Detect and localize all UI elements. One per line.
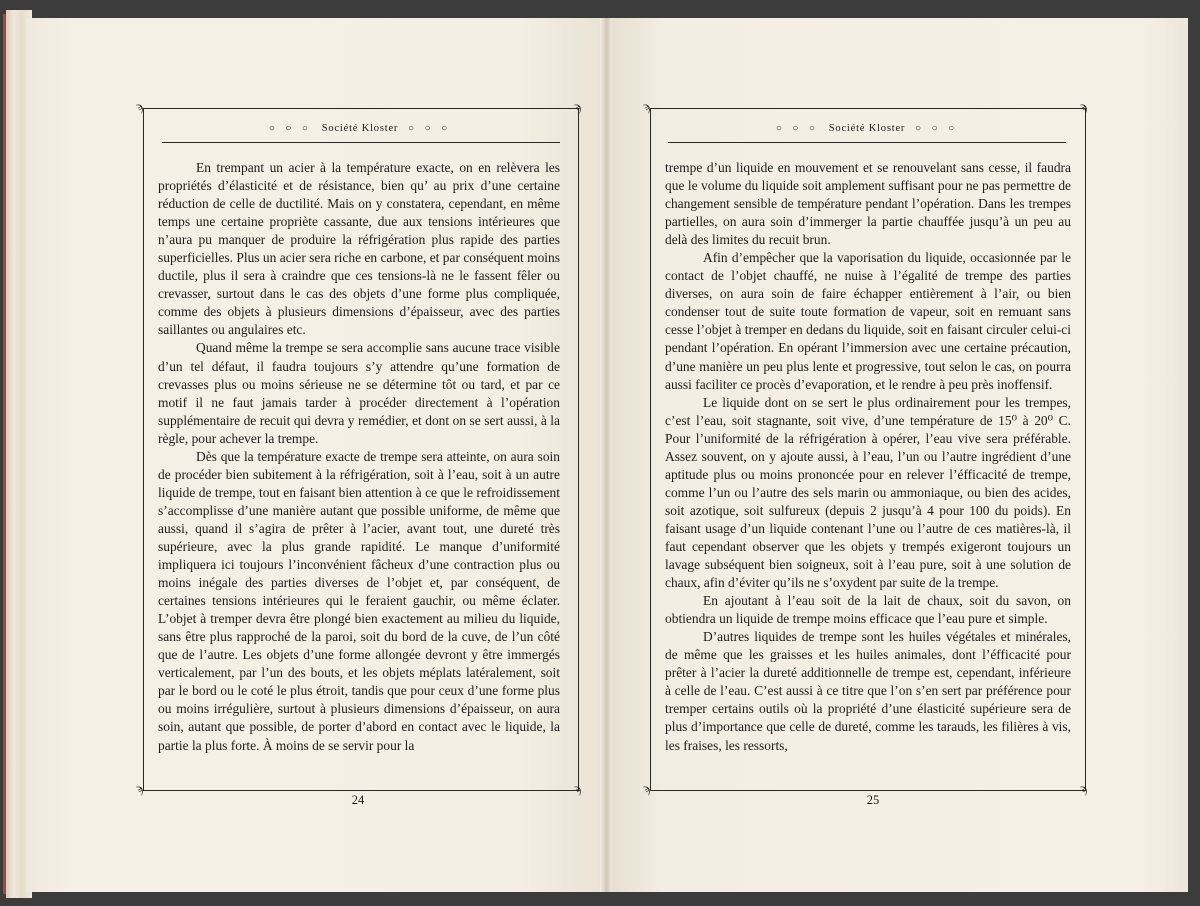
paragraph: Afin d’empêcher que la vaporisation du liquide, occasionnée par le contact de l’objet chauffé, ne nuise à l’égalité de trempe des parties diverses, on aura soin de faire échapper entièrement à l’air, ou bien condenser tout de suite toute formation de vapeur, soit en remuant sans cesse l’objet à tremper en dedans du liquide, soit en faisant circuler celui-ci pendant l’opération. En opérant l’immersion avec une certaine précaution, d’une manière un peu plus lente et progressive, tout selon le cas, on pourra aussi faciliter ce procès d’evaporation, et le rendre à peu près inoffensif. (665, 250, 1071, 392)
left-running-head (143, 123, 577, 134)
header-ornament: ○ ○ ○ (775, 123, 819, 134)
book-spine (600, 18, 612, 892)
paragraph: trempe d’un liquide en mouvement et se renouvelant sans cesse, il faudra que le volume du liquide soit amplement suffisant pour ne pas permettre de changement sensible de température pendant l’opération. Dans les trempes partielles, on aura soin d’immerger la partie chauffée jusqu’à un peu au delà des limites du recuit brun. (665, 160, 1071, 248)
paragraph: En trempant un acier à la température exacte, on en relèvera les propriétés d’élasticité et de résistance, bien qu’ au prix d’une certaine réduction de celle de ductilité. Mais on y constatera, cependant, en même temps une certaine propriète cassante, due aux tensions intérieures que n’aura pu manquer de produire la réfrigération plus rapide des parties superficielles. Plus un acier sera riche en carbone, et par conséquent moins ductile, plus il sera à craindre que ces tensions-là ne le fassent fêler ou crevasser, surtout dans le cas des objets d’une forme plus compliquée, comme des objets à plusieurs dimensions d’épaisseur, avec des parties saillantes ou angulaires etc. (158, 160, 560, 338)
right-running-head (650, 123, 1084, 134)
header-rule (668, 142, 1066, 143)
paragraph: Le liquide dont on se sert le plus ordinairement pour les trempes, c’est l’eau, soit stagnante, soit vive, d’une température de 15⁰ à 20⁰ C. Pour l’uniformité de la réfrigération à opérer, l’eau vive sera préférable. Assez souvent, on y ajoute aussi, à l’eau, l’un ou l’autre ingrédient d’une aptitude plus ou moins prononcée pour en relever l’éfficacité de trempe, comme l’un ou l’autre des sels marin ou ammoniaque, ou bien des acides, soit azotique, soit sulfureux (depuis 2 jusqu’à 4 pour 100 du poids). En faisant usage d’un liquide contenant l’une ou l’autre de ces matières-là, il faut cependant observer que les objets y trempés exigeront toujours un lavage subséquent bien soigneux, soit à l’eau pure, soit à une solution de chaux, afin d’éviter qu’ils ne s’oxydent par suite de la trempe. (665, 394, 1071, 591)
left-page-body (158, 159, 560, 755)
corner-ornament-icon: ϡ (1080, 99, 1088, 114)
paragraph: Dès que la température exacte de trempe sera atteinte, on aura soin de procéder bien subitement à la réfrigération, soit à l’eau, soit à un autre liquide de trempe, tout en faisant bien attention à ce que le refroidissement s’accomplisse d’une manière autant que possible uniforme, de même que aussi, quand il s’agira de prêter à l’acier, avant tout, une dureté très supérieure, avec la plus grande rapidité. Le manque d’uniformité impliquera ici toujours l’inconvénient fâcheux d’une contraction plus ou moins inégale des parties diverses de l’objet et, par conséquent, de certaines tensions intérieures qui le feraient gauchir, ou même éclater. L’objet à tremper devra être plongé bien exactement au milieu du liquide, sans être plus rapproché de la paroi, soit du bord de la cuve, de l’un côté que de l’autre. Les objets d’une forme allongée devront y être immergés verticalement, par l’un des bouts, et les objets méplats latéralement, soit par le bord ou le coté le plus étroit, tandis que pour ceux d’une forme plus ou moins irrégulière, surtout à plusieurs dimensions d’épaisseur, on aura soin, autant que possible, de porter d’abord en contact avec le liquide, la partie la plus forte. À moins de se servir pour la (158, 448, 560, 753)
page-number: 25 (866, 793, 880, 807)
right-page-body (665, 159, 1071, 755)
corner-ornament-icon: ϡ (136, 781, 144, 796)
corner-ornament-icon: ϡ (1080, 781, 1088, 796)
corner-ornament-icon: ϡ (136, 99, 144, 114)
header-ornament: ○ ○ ○ (268, 123, 312, 134)
corner-ornament-icon: ϡ (574, 781, 582, 796)
paragraph: Quand même la trempe se sera accomplie sans aucune trace visible d’un tel défaut, il faudra toujours s’y attendre qu’une formation de crevasses plus ou moins sérieuse ne se détermine tôt ou tard, et par ce motif il ne faut jamais tarder à procéder directement à l’opération supplémentaire de recuit qui devra y remédier, et dont on se sert aussi, à la règle, pour achever la trempe. (158, 340, 560, 446)
header-rule (162, 142, 560, 143)
header-ornament: ○ ○ ○ (915, 123, 959, 134)
corner-ornament-icon: ϡ (574, 99, 582, 114)
page-number: 24 (351, 793, 365, 807)
corner-ornament-icon: ϡ (643, 781, 651, 796)
header-ornament: ○ ○ ○ (408, 123, 452, 134)
header-title: Société Kloster (321, 123, 399, 134)
corner-ornament-icon: ϡ (643, 99, 651, 114)
paragraph: D’autres liquides de trempe sont les huiles végétales et minérales, de même que les graisses et les huiles animales, dont l’éfficacité pour prêter à l’acier la dureté additionnelle de trempe est, cependant, inférieure à celle de l’eau. C’est aussi à ce titre que l’on s’en sert par préférence pour tremper certains outils où la propriété d’une élasticité supérieure sera de plus d’importance que celle de dureté, comme les tarauds, les filières à vis, les fraises, les ressorts, (665, 629, 1071, 753)
paragraph: En ajoutant à l’eau soit de la lait de chaux, soit du savon, on obtiendra un liquide de trempe moins efficace que l’eau pure et simple. (665, 593, 1071, 627)
header-title: Société Kloster (828, 123, 906, 134)
